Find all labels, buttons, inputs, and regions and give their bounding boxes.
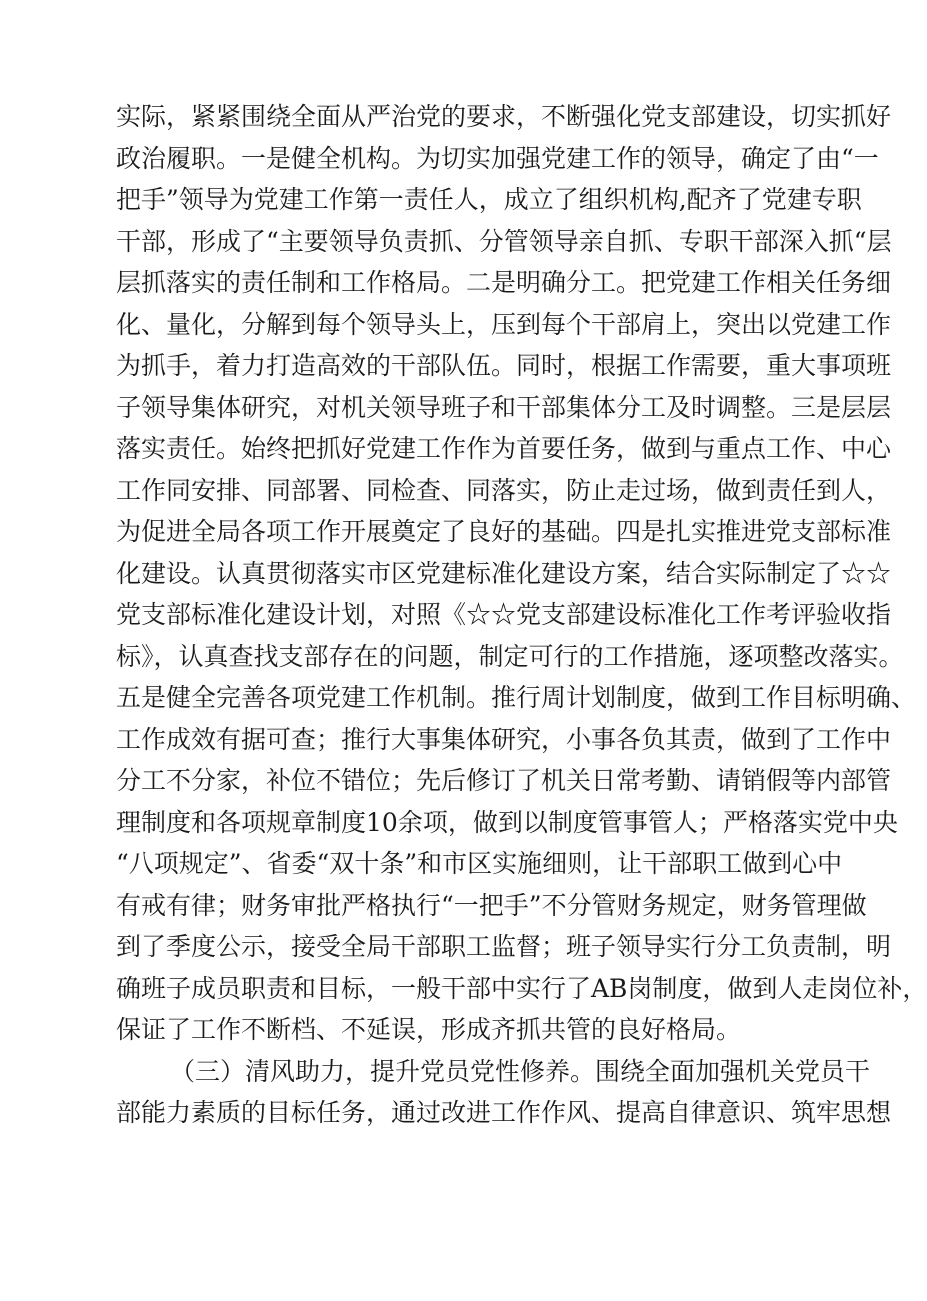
- text-line: 为抓手，着力打造高效的干部队伍。同时，根据工作需要，重大事项班: [116, 351, 892, 380]
- text-line: 理制度和各项规章制度10余项，做到以制度管事管人；严格落实党中央: [116, 807, 898, 837]
- text-line: 有戒有律；财务审批严格执行“一把手”不分管财务规定，财务管理做: [116, 890, 867, 920]
- text-line: 子领导集体研究，对机关领导班子和干部集体分工及时调整。三是层层: [116, 392, 892, 422]
- text-line: 部能力素质的目标任务，通过改进工作作风、提高自律意识、筑牢思想: [116, 1098, 892, 1127]
- section-heading-line: （三）清风助力，提升党员党性修养。围绕全面加强机关党员干: [170, 1056, 871, 1086]
- text-line: 落实责任。始终把抓好党建工作作为首要任务，做到与重点工作、中心: [116, 434, 892, 463]
- text-line: 分工不分家，补位不错位；先后修订了机关日常考勤、请销假等内部管: [116, 766, 892, 795]
- text-line: 层抓落实的责任制和工作格局。二是明确分工。把党建工作相关任务细: [116, 268, 892, 297]
- text-line: 实际，紧紧围绕全面从严治党的要求，不断强化党支部建设，切实抓好: [116, 102, 892, 131]
- text-line: 工作成效有据可查；推行大事集体研究，小事各负其责，做到了工作中: [116, 724, 892, 754]
- text-line: 到了季度公示，接受全局干部职工监督；班子领导实行分工负责制，明: [116, 932, 892, 961]
- text-line: 把手”领导为党建工作第一责任人，成立了组织机构,配齐了党建专职: [116, 185, 862, 214]
- text-line: 五是健全完善各项党建工作机制。推行周计划制度，做到工作目标明确、: [116, 683, 917, 712]
- text-line: 党支部标准化建设计划，对照《☆☆党支部建设标准化工作考评验收指: [116, 600, 892, 629]
- text-line: 工作同安排、同部署、同检查、同落实，防止走过场，做到责任到人，: [116, 475, 892, 505]
- text-line: “八项规定”、省委“双十条”和市区实施细则，让干部职工做到心中: [116, 849, 843, 878]
- text-line: 干部，形成了“主要领导负责抓、分管领导亲自抓、专职干部深入抓“层: [116, 226, 892, 256]
- text-line: 标》，认真查找支部存在的问题，制定可行的工作措施，逐项整改落实。: [116, 641, 904, 671]
- document-body: [116, 96, 927, 1134]
- paragraph-end-line: 保证了工作不断档、不延误，形成齐抓共管的良好格局。: [116, 1015, 742, 1044]
- text-line: 确班子成员职责和目标，一般干部中实行了AB岗制度，做到人走岗位补，: [116, 973, 927, 1003]
- text-line: 化、量化，分解到每个领导头上，压到每个干部肩上，突出以党建工作: [116, 309, 892, 339]
- text-line: 化建设。认真贯彻落实市区党建标准化建设方案，结合实际制定了☆☆: [116, 558, 892, 588]
- text-line: 政治履职。一是健全机构。为切实加强党建工作的领导，确定了由“一: [116, 143, 879, 173]
- text-line: 为促进全局各项工作开展奠定了良好的基础。四是扎实推进党支部标准: [116, 517, 892, 546]
